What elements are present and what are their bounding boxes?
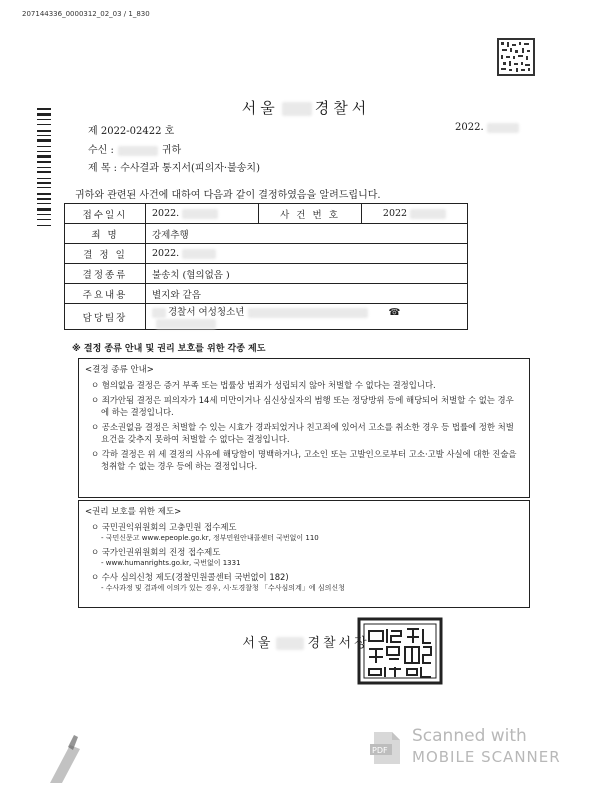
recipient-suffix: 귀하 bbox=[161, 145, 182, 156]
main-content-label: 주요내용 bbox=[65, 284, 146, 304]
case-value bbox=[362, 204, 468, 224]
doc-number: 제 2022-02422 호 bbox=[88, 126, 175, 137]
phone-icon: ☎ bbox=[388, 307, 401, 318]
main-content-value: 별지와 같음 bbox=[146, 284, 468, 304]
document-id: 207144336_0000312_02_03 / 1_830 bbox=[22, 10, 150, 18]
intro-text: 귀하와 관련된 사건에 대하여 다음과 같이 결정하였음을 알려드립니다. bbox=[75, 190, 381, 201]
redacted-issuer bbox=[276, 637, 304, 650]
redacted-case bbox=[410, 209, 446, 219]
subject: 제 목 : 수사결과 통지서(피의자·불송치) bbox=[88, 163, 260, 174]
officer-label: 담당팀장 bbox=[65, 304, 146, 330]
list-item-detail: - 국민신문고 www.epeople.go.kr, 정부민원안내콜센터 국번없이 110 bbox=[101, 534, 319, 542]
list-item: ㅇ 수사 심의신청 제도(경찰민원콜센터 국번없이 182) bbox=[91, 572, 289, 582]
redacted-recipient bbox=[118, 146, 158, 156]
list-item: ㅇ 국가인권위원회의 진정 접수제도 bbox=[91, 547, 221, 557]
doc-date-text: 2022. bbox=[455, 122, 484, 133]
issuer-prefix: 서울 bbox=[242, 636, 274, 651]
table-row bbox=[65, 304, 468, 330]
issuer-title bbox=[0, 632, 612, 651]
officer-value bbox=[146, 304, 468, 330]
list-item-detail: - 수사과정 및 결과에 이의가 있는 경우, 시·도경찰청 「수사심의계」에 심의신청 bbox=[101, 584, 345, 592]
decision-type-label: 결정종류 bbox=[65, 264, 146, 284]
table-row bbox=[65, 284, 468, 304]
notice-heading: ※ 결정 종류 안내 및 권리 보호를 위한 각종 제도 bbox=[72, 344, 266, 354]
receipt-value bbox=[146, 204, 259, 224]
decision-date-value bbox=[146, 244, 468, 264]
redacted-date bbox=[487, 123, 519, 133]
decision-type-value: 불송치 (혐의없음 ) bbox=[146, 264, 468, 284]
decision-date-label: 결 정 일 bbox=[65, 244, 146, 264]
official-seal bbox=[357, 617, 443, 685]
charge-value: 강제추행 bbox=[146, 224, 468, 244]
document-title bbox=[0, 97, 612, 118]
officer-value-text: 경찰서 여성청소년 bbox=[168, 307, 245, 318]
list-item: ㅇ 혐의없음 결정은 증거 부족 또는 법률상 범죄가 성립되지 않아 처벌할 수 없다는 결정입니다. bbox=[91, 380, 436, 390]
doc-date bbox=[455, 122, 519, 133]
list-item: ㅇ 공소권없음 결정은 처벌할 수 있는 시효가 경과되었거나 친고죄에 있어서 고소를 취소한 경우 등 법률에 정한 처벌요건을 갖추지 못하여 처벌할 수 없다는 결정입니다. bbox=[91, 422, 514, 444]
decision-guide-box bbox=[78, 358, 530, 498]
redacted-phone bbox=[156, 319, 216, 329]
title-suffix: 경찰서 bbox=[314, 99, 371, 117]
watermark-line-2: MOBILE SCANNER bbox=[412, 748, 561, 766]
case-info-table bbox=[64, 203, 468, 330]
title-prefix: 서울 bbox=[241, 99, 279, 117]
list-item: ㅇ 국민권익위원회의 고충민원 접수제도 bbox=[91, 522, 237, 532]
receipt-label: 접수일시 bbox=[65, 204, 146, 224]
pdf-icon bbox=[368, 730, 404, 766]
list-item: ㅇ 각하 결정은 위 세 결정의 사유에 해당함이 명백하거나, 고소인 또는 고발인으로부터 고소·고발 사실에 대한 진술을 청취할 수 없는 경우 등에 하는 결정입니다. bbox=[91, 449, 517, 471]
qr-code bbox=[497, 38, 535, 76]
issuer-suffix: 경찰서장 bbox=[307, 636, 370, 651]
rights-guide-title: <권리 보호를 위한 제도> bbox=[85, 507, 182, 517]
recipient-label: 수신 : bbox=[88, 145, 114, 156]
recipient bbox=[88, 141, 181, 156]
watermark-line-1: Scanned with bbox=[412, 726, 527, 746]
redacted-name bbox=[282, 102, 312, 116]
barcode bbox=[37, 108, 51, 253]
case-label: 사 건 번 호 bbox=[259, 204, 362, 224]
redacted-decision-date bbox=[182, 249, 216, 259]
list-item: ㅇ 죄가안됨 결정은 피의자가 14세 미만이거나 심신상실자의 범행 또는 정당방위 등에 해당되어 처벌할 수 없는 경우에 하는 결정입니다. bbox=[91, 395, 514, 417]
redacted-officer bbox=[248, 308, 368, 318]
case-value-text: 2022 bbox=[382, 208, 408, 219]
table-row bbox=[65, 244, 468, 264]
table-row bbox=[65, 264, 468, 284]
list-item-detail: - www.humanrights.go.kr, 국번없이 1331 bbox=[101, 559, 241, 567]
rights-guide-box bbox=[78, 500, 530, 608]
scanner-watermark bbox=[368, 724, 563, 774]
decision-date-text: 2022. bbox=[152, 248, 180, 259]
table-row bbox=[65, 204, 468, 224]
svg-text:PDF: PDF bbox=[372, 746, 388, 755]
table-row bbox=[65, 224, 468, 244]
decision-guide-title: <결정 종류 안내> bbox=[85, 365, 154, 375]
redacted-station bbox=[152, 308, 166, 318]
receipt-value-text: 2022. bbox=[152, 208, 180, 219]
scan-smudge bbox=[40, 725, 120, 785]
redacted-receipt bbox=[182, 209, 218, 219]
charge-label: 죄 명 bbox=[65, 224, 146, 244]
